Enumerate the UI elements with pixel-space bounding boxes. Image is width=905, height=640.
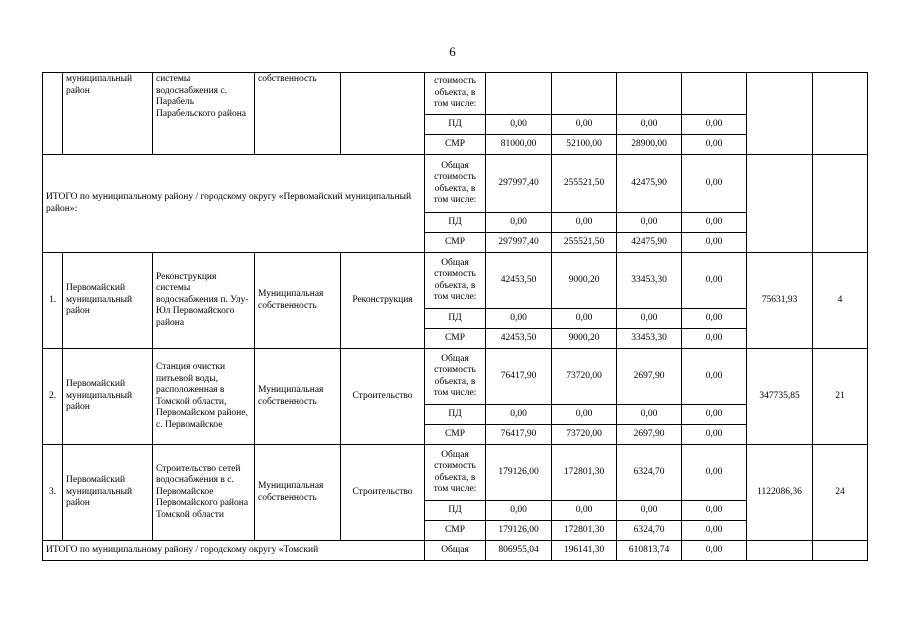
last-value: 4: [813, 253, 868, 349]
table-row: ПД 0,00 0,00 0,00 0,00: [43, 501, 868, 521]
page-number: 6: [449, 44, 456, 59]
ownership-cell: собственность: [255, 73, 341, 155]
pd-label: ПД: [425, 115, 486, 135]
budget-table: [42, 72, 868, 561]
table-row: СМР 76417,90 73720,00 2697,90 0,00: [43, 425, 868, 445]
table-row: СМР 179126,00 172801,30 6324,70 0,00: [43, 521, 868, 541]
table-row: ПД 0,00 0,00 0,00 0,00: [43, 115, 868, 135]
smr-label: СМР: [425, 135, 486, 155]
table-row: ПД 0,00 0,00 0,00 0,00: [43, 309, 868, 329]
table-row: ИТОГО по муниципальному району / городскому округу «Первомайский муниципальный район»: Общая стоимость объекта, в том числе: 297997,40 255521,50 42475,90 0,00: [43, 155, 868, 213]
object-cell: системы водоснабжения с. Парабель Парабельского района: [153, 73, 255, 155]
ownership-cell: Муниципальная собственность: [255, 253, 341, 349]
object-cell: Станция очистки питьевой воды, расположенная в Томской области, Первомайском районе, с. Первомайское: [153, 349, 255, 445]
extra-value: 347735,85: [747, 349, 813, 445]
table-row: СМР 297997,40 255521,50 42475,90 0,00: [43, 233, 868, 253]
table-row: ПД 0,00 0,00 0,00 0,00: [43, 405, 868, 425]
ownership-cell: Муниципальная собственность: [255, 445, 341, 541]
table-row: ИТОГО по муниципальному району / городскому округу «Томский Общая 806955,04 196141,30 610813,74 0,00: [43, 541, 868, 561]
extra-value: 75631,93: [747, 253, 813, 349]
table-row: СМР 81000,00 52100,00 28900,00 0,00: [43, 135, 868, 155]
district-cell: Первомайский муниципальный район: [63, 253, 153, 349]
last-value: 21: [813, 349, 868, 445]
object-cell: Реконструкция системы водоснабжения п. Улу-Юл Первомайского района: [153, 253, 255, 349]
table-row: 3. Первомайский муниципальный район Строительство сетей водоснабжения в с. Первомайское Первомайского района Томской области Муниципальная собственность Строительство Общая стоимость объекта, в том числе: 179126,00 172801,30 6324,70 0,00 1122086,36 24: [43, 445, 868, 501]
row-number: 1.: [43, 253, 63, 349]
district-cell: муниципальный район: [63, 73, 153, 155]
district-cell: Первомайский муниципальный район: [63, 445, 153, 541]
work-type-cell: Строительство: [341, 349, 425, 445]
work-type-cell: Реконструкция: [341, 253, 425, 349]
table-row: ПД 0,00 0,00 0,00 0,00: [43, 213, 868, 233]
extra-value: 1122086,36: [747, 445, 813, 541]
cost-label: стоимость объекта, в том числе:: [425, 73, 486, 115]
row-number: 3.: [43, 445, 63, 541]
last-value: 24: [813, 445, 868, 541]
table-row: [43, 73, 868, 115]
table-row: СМР 42453,50 9000,20 33453,30 0,00: [43, 329, 868, 349]
ownership-cell: Муниципальная собственность: [255, 349, 341, 445]
table-row: 2. Первомайский муниципальный район Станция очистки питьевой воды, расположенная в Томской области, Первомайском районе, с. Первомайское Муниципальная собственность Строительство Общая стоимость объекта, в том числе: 76417,90 73720,00 2697,90 0,00 347735,85 21: [43, 349, 868, 405]
district-cell: Первомайский муниципальный район: [63, 349, 153, 445]
itogo-label: ИТОГО по муниципальному району / городскому округу «Томский: [43, 541, 425, 561]
object-cell: Строительство сетей водоснабжения в с. Первомайское Первомайского района Томской области: [153, 445, 255, 541]
itogo-label: ИТОГО по муниципальному району / городскому округу «Первомайский муниципальный район»:: [43, 155, 425, 253]
cost-label: Общая стоимость объекта, в том числе:: [425, 155, 486, 213]
row-number: 2.: [43, 349, 63, 445]
table-row: 1. Первомайский муниципальный район Реконструкция системы водоснабжения п. Улу-Юл Первомайского района Муниципальная собственность Реконструкция Общая стоимость объекта, в том числе: 42453,50 9000,20 33453,30 0,00 75631,93 4: [43, 253, 868, 309]
work-type-cell: Строительство: [341, 445, 425, 541]
